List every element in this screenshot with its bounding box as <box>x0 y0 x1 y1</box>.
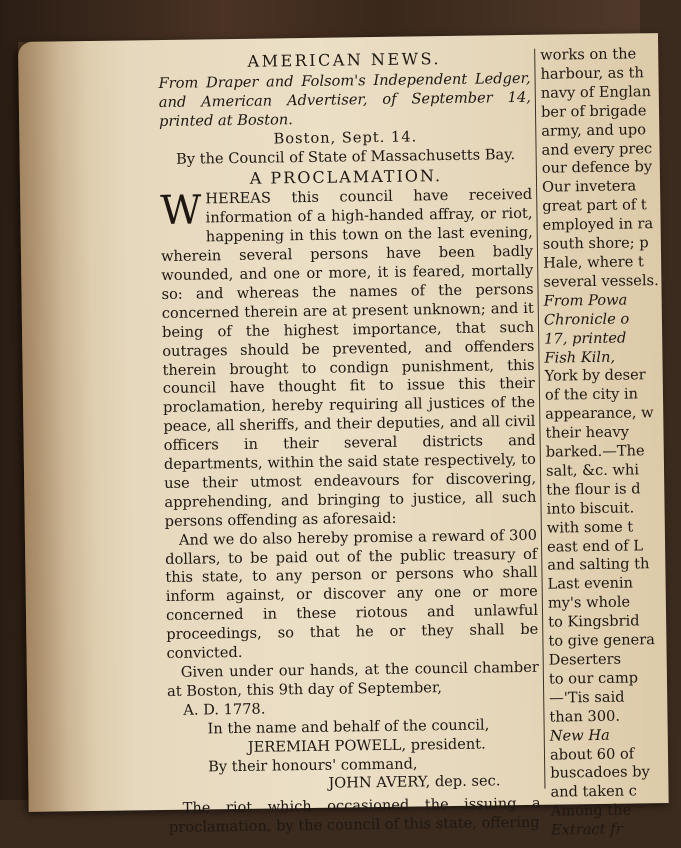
right-column-line: about 60 of <box>549 744 635 764</box>
right-column-line: the flour is d <box>546 480 641 499</box>
year-line: A. D. 1778. <box>183 700 266 719</box>
right-column-line: works on the <box>540 45 637 64</box>
riot-paragraph: The riot which occasioned the issuing a proclamation, by the council of this state, offering <box>168 795 541 837</box>
secretary-signature: JOHN AVERY, dep. sec. <box>328 772 501 793</box>
right-column-line: to give genera <box>548 631 656 650</box>
right-column-line: buscadoes by <box>550 763 650 783</box>
right-column-line: appearance, w <box>545 404 654 423</box>
right-column-line: Deserters <box>548 650 622 669</box>
right-column-line: and every prec <box>541 139 653 159</box>
proclamation-text-1: HEREAS this council have received information of a high-handed affray, or riot, happening in this town on the last evening, wherein several persons have been badly wounded, and one or more, it is feared, mortally so: and whereas the names of the persons concerned therein are at present unknown; and it being of the highest importance, that such outrages should be prevented, and offenders therein brought to condign punishment, this council have thought fit to issue this their proclamation, hereby requiring all justices of the peace, all sheriffs, and their deputies, and all civil officers in their several districts and departments, within the said state respectively, to use their utmost endeavours for discovering, apprehending, and bringing to justice, all such persons offending as aforesaid: <box>160 186 537 530</box>
newspaper-page <box>18 33 669 839</box>
right-column-line: their heavy <box>545 423 630 442</box>
left-column <box>158 49 541 838</box>
right-column <box>540 45 681 841</box>
right-column-line: harbour, as th <box>540 64 644 83</box>
right-column-line: my's whole <box>547 593 631 612</box>
command-line: By their honours' command, <box>208 755 418 775</box>
right-column-line: and taken c <box>550 782 637 801</box>
right-column-line: Last evenin <box>547 574 634 594</box>
right-column-line: salt, &c. whi <box>545 461 640 480</box>
on-behalf-line: In the name and behalf of the council, <box>207 716 490 738</box>
right-column-line: to our camp <box>548 669 639 688</box>
right-column-line: army, and upo <box>541 120 647 140</box>
right-column-line: 17, printed <box>544 329 627 348</box>
right-column-line: great part of t <box>542 196 647 215</box>
right-column-line: From Powa <box>543 291 628 310</box>
right-column-line: Our invetera <box>541 177 637 197</box>
proclamation-title: A PROCLAMATION. <box>249 166 443 189</box>
right-column-line: New Ha <box>549 726 610 745</box>
right-column-line: barked.—The <box>545 442 645 461</box>
right-column-line: than 300. <box>549 707 621 726</box>
right-column-line: navy of Englan <box>540 82 652 102</box>
section-title: AMERICAN NEWS. <box>247 49 442 71</box>
right-column-line: to Kingsbrid <box>548 612 640 631</box>
right-column-line: our defence by <box>541 158 653 178</box>
source-line: From Draper and Folsom's Independent Ledger, and American Advertiser, of September 14, printed at Boston. <box>158 69 531 130</box>
right-column-line: Fish Kiln, <box>544 348 616 367</box>
right-column-line: into biscuit. <box>546 499 635 518</box>
right-column-line: Hale, where t <box>543 253 644 272</box>
right-column-line: Among the <box>550 801 632 820</box>
drop-cap: W <box>160 187 202 235</box>
given-line: Given under our hands, at the council chamber at Boston, this 9th day of September, <box>166 658 539 700</box>
right-column-line: ber of brigade <box>540 101 647 121</box>
right-column-line: —'Tis said <box>549 688 625 707</box>
right-column-line: east end of L <box>546 536 644 556</box>
president-signature: JEREMIAH POWELL, president. <box>247 735 486 756</box>
proclamation-body-2: And we do also hereby promise a reward of 300 dollars, to be paid out of the public treasury of this state, to any person or persons who shall inform against, or discover any one or more concerned in these riotous and unlawful proceedings, so that he or they shall be convicted. <box>165 526 539 663</box>
right-column-line: York by deser <box>544 366 646 386</box>
dateline: Boston, Sept. 14. <box>273 128 418 148</box>
right-column-line: Extract fr <box>550 820 623 839</box>
right-column-line: with some t <box>546 518 634 537</box>
right-column-line: south shore; p <box>542 234 649 253</box>
right-column-line: of the city in <box>544 385 639 404</box>
authority-line: By the Council of State of Massachusetts Bay. <box>175 145 516 168</box>
right-column-line: several vessels. <box>543 271 659 291</box>
right-column-line: employed in ra <box>542 215 654 234</box>
right-column-line: Chronicle o <box>543 310 630 329</box>
proclamation-body-1 <box>160 186 537 531</box>
right-column-line: and salting th <box>547 555 650 575</box>
